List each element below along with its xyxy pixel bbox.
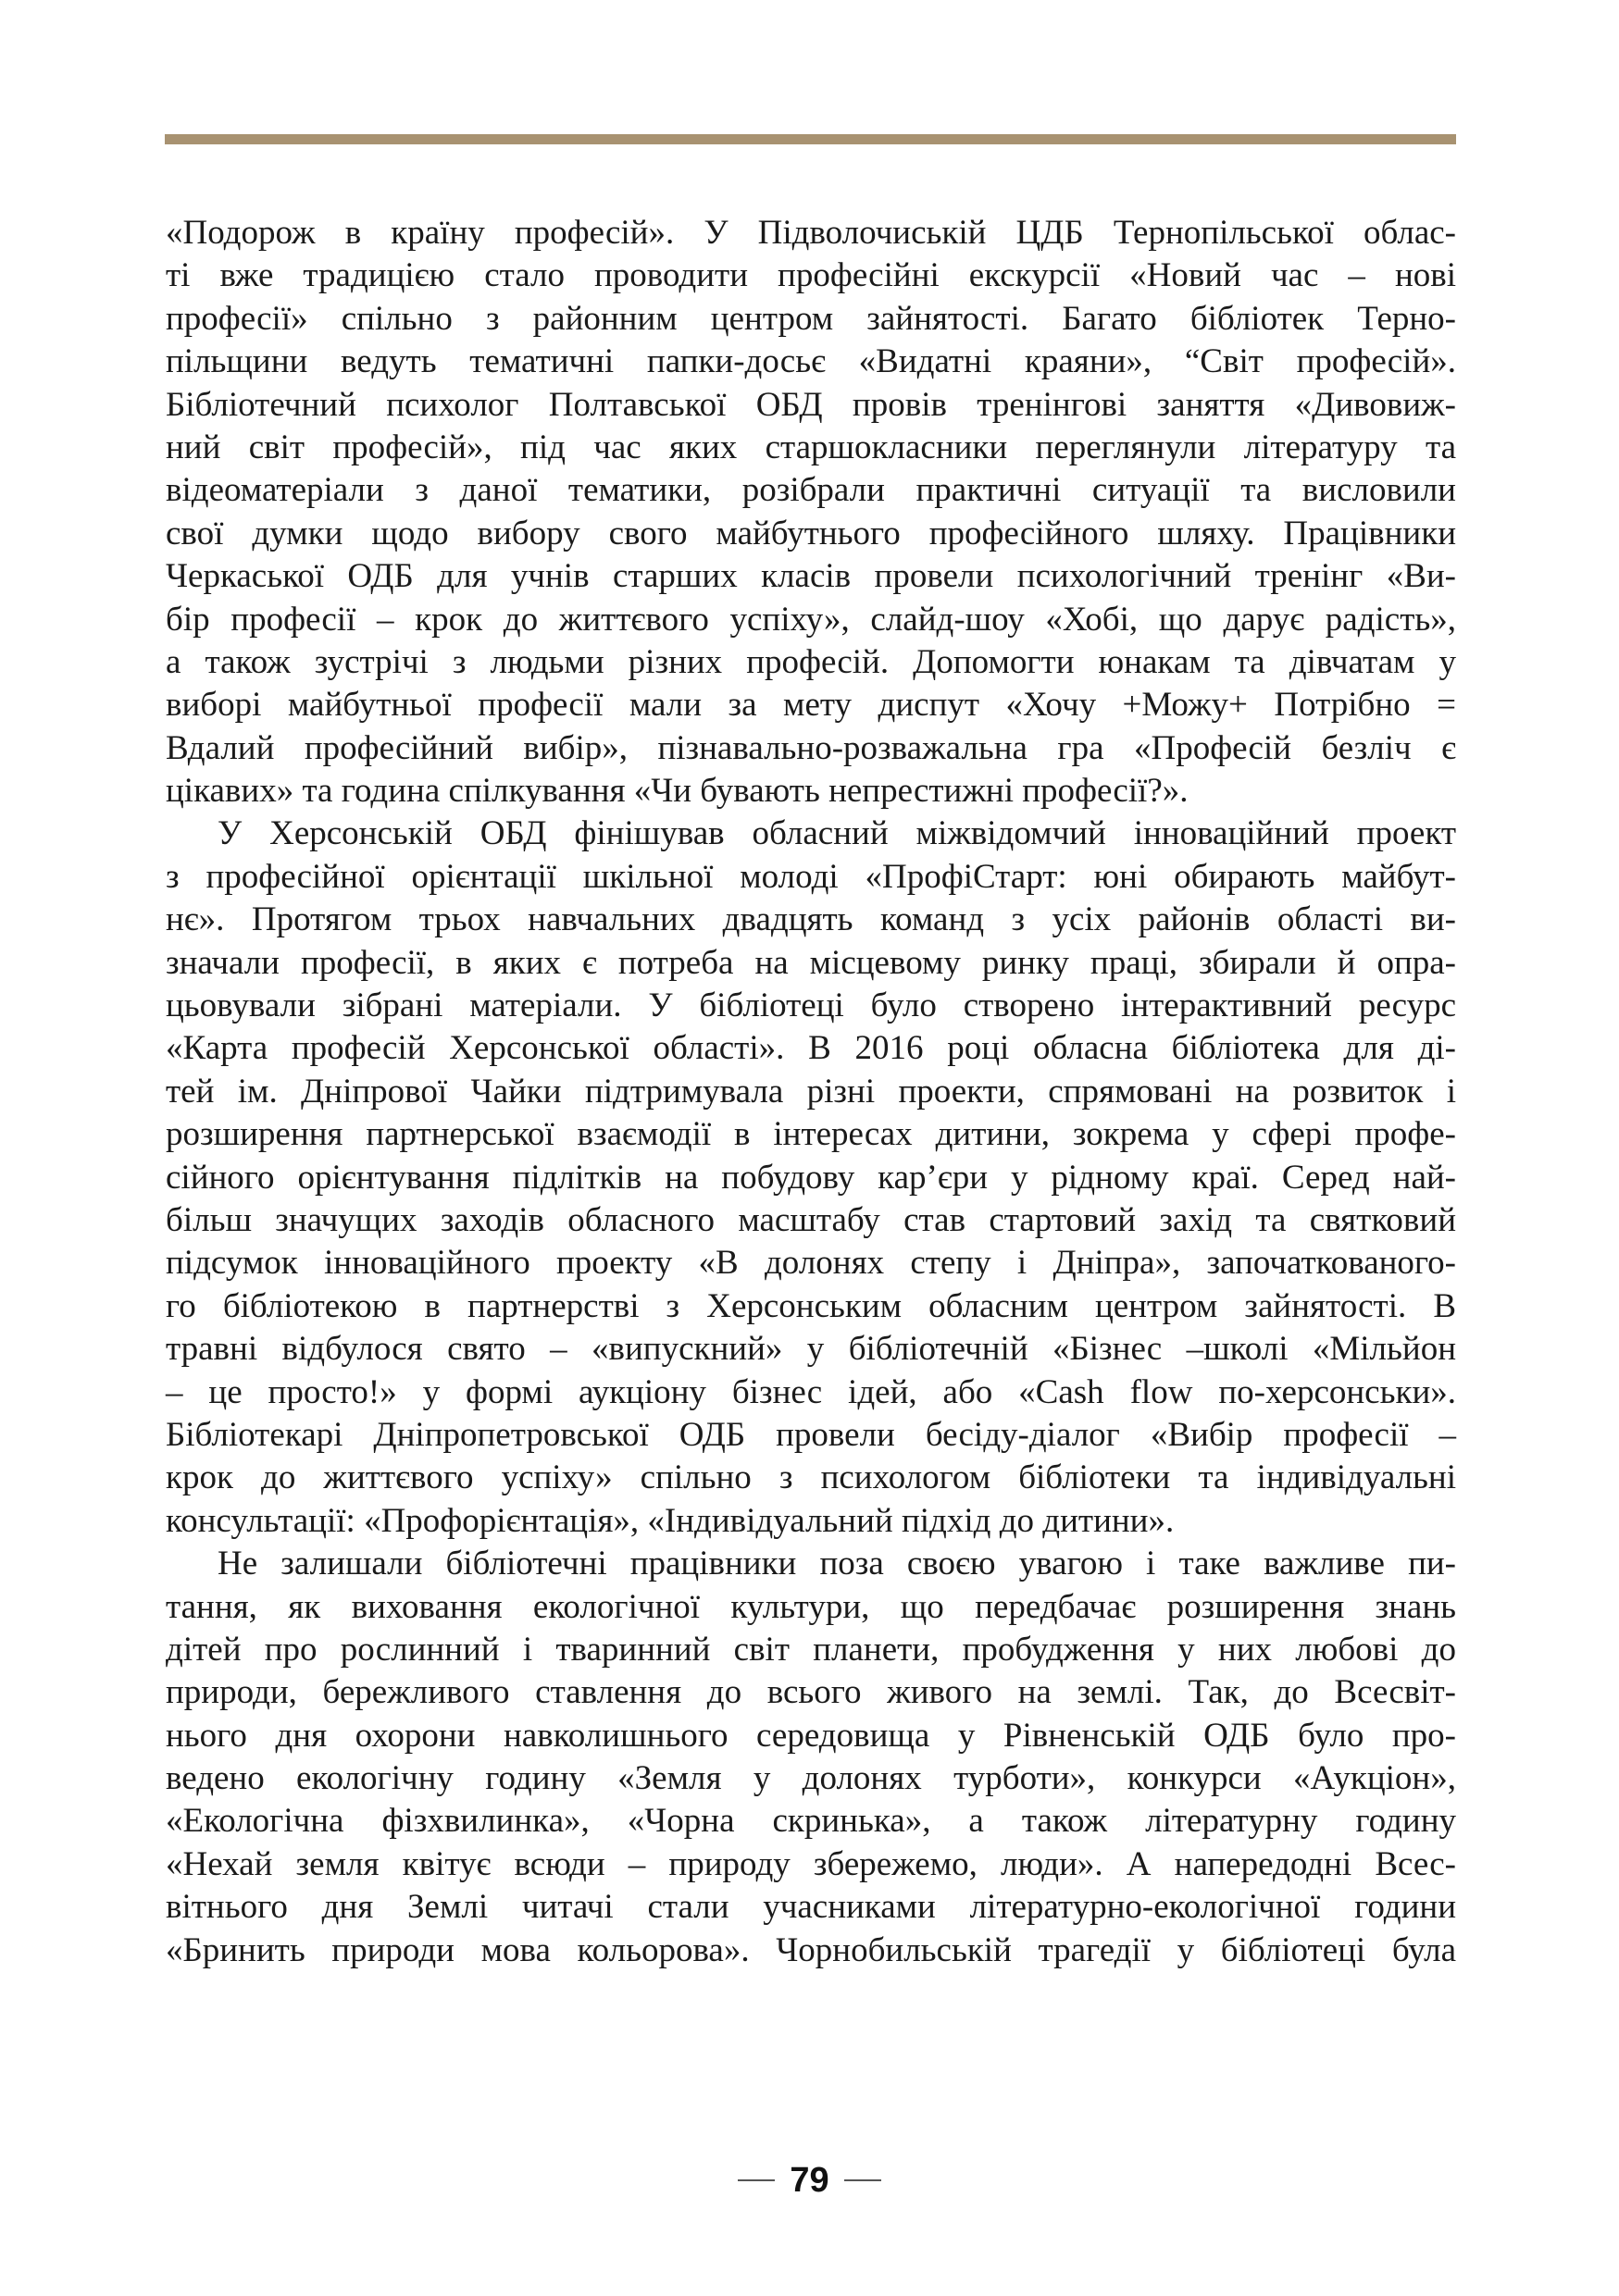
text-line: «Екологічна фізхвилинка», «Чорна скринька», а також літературну годину [166, 1802, 1456, 1841]
text-line: тання, як виховання екологічної культури, що передбачає розширення знань [166, 1587, 1456, 1626]
text-line: сійного орієнтування підлітків на побудову кар’єри у рідному краї. Серед най- [166, 1158, 1456, 1197]
footer-dash-left [738, 2179, 775, 2181]
text-line: Бібліотекарі Дніпропетровської ОДБ провели бесіду-діалог «Вибір професії – [166, 1415, 1456, 1454]
text-line: – це просто!» у формі аукціону бізнес ідей, або «Cash flow по-херсонськи». [166, 1372, 1456, 1411]
text-line: консультації: «Профорієнтація», «Індивідуальний підхід до дитини». [166, 1501, 1175, 1540]
text-line: професії» спільно з районним центром зайнятості. Багато бібліотек Терно- [166, 299, 1456, 338]
paragraph-2 [166, 813, 1456, 1543]
text-line: Не залишали бібліотечні працівники поза своєю увагою і таке важливе пи- [218, 1545, 1456, 1583]
text-line: пільщини ведуть тематичні папки-досьє «Видатні краяни», “Світ професій». [166, 342, 1456, 381]
text-line: травні відбулося свято – «випускний» у бібліотечній «Бізнес –школі «Мільйон [166, 1330, 1456, 1369]
text-line: нього дня охорони навколишнього середовища у Рівненській ОДБ було про- [166, 1716, 1456, 1755]
footer-dash-right [844, 2179, 881, 2181]
paragraph-1 [166, 212, 1456, 813]
header-rule [165, 134, 1456, 144]
text-line: го бібліотекою в партнерстві з Херсонським обласним центром зайнятості. В [166, 1286, 1456, 1325]
text-line: цікавих» та година спілкування «Чи бувають непрестижні професії?». [166, 772, 1189, 811]
text-line: а також зустрічі з людьми різних професій. Допомогти юнакам та дівчатам у [166, 642, 1456, 681]
text-line: дітей про рослинний і тваринний світ планети, пробудження у них любові до [166, 1630, 1456, 1669]
text-line: крок до життєвого успіху» спільно з психологом бібліотеки та індивідуальні [166, 1458, 1456, 1497]
text-line: ведено екологічну годину «Земля у долонях турботи», конкурси «Аукціон», [166, 1759, 1456, 1798]
text-line: підсумок інноваційного проекту «В долонях степу і Дніпра», започаткованого- [166, 1244, 1456, 1283]
text-line: Вдалий професійний вибір», пізнавально-розважальна гра «Професій безліч є [166, 728, 1456, 767]
text-line: Бібліотечний психолог Полтавської ОБД провів тренінгові заняття «Дивовиж- [166, 385, 1456, 424]
text-line: ний світ професій», під час яких старшокласники переглянули літературу та [166, 428, 1456, 466]
body-text [166, 212, 1456, 1972]
text-line: У Херсонській ОБД фінішував обласний міжвідомчий інноваційний проект [218, 814, 1456, 853]
text-line: Черкаської ОДБ для учнів старших класів провели психологічний тренінг «Ви- [166, 557, 1456, 596]
text-line: з професійної орієнтації шкільної молоді «ПрофіСтарт: юні обирають майбут- [166, 857, 1456, 896]
text-line: «Бринить природи мова кольорова». Чорнобильській трагедії у бібліотеці була [166, 1930, 1456, 1969]
text-line: більш значущих заходів обласного масштабу став стартовий захід та святковий [166, 1200, 1456, 1239]
text-line: ті вже традицією стало проводити професійні екскурсії «Новий час – нові [166, 256, 1456, 295]
text-line: значали професії, в яких є потреба на місцевому ринку праці, збирали й опра- [166, 943, 1456, 982]
text-line: нє». Протягом трьох навчальних двадцять команд з усіх районів області ви- [166, 900, 1456, 939]
text-line: бір професії – крок до життєвого успіху», слайд-шоу «Хобі, що дарує радість», [166, 600, 1456, 639]
text-line: «Нехай земля квітує всюди – природу збережемо, люди». А напередодні Всес- [166, 1844, 1456, 1883]
text-line: розширення партнерської взаємодії в інтересах дитини, зокрема у сфері профе- [166, 1115, 1456, 1154]
text-line: цьовували зібрані матеріали. У бібліотеці було створено інтерактивний ресурс [166, 987, 1456, 1025]
text-line: виборі майбутньої професії мали за мету диспут «Хочу +Можу+ Потрібно = [166, 686, 1456, 725]
text-line: відеоматеріали з даної тематики, розібрали практичні ситуації та висловили [166, 471, 1456, 510]
text-line: вітнього дня Землі читачі стали учасниками літературно-екологічної години [166, 1888, 1456, 1927]
text-line: природи, бережливого ставлення до всього живого на землі. Так, до Всесвіт- [166, 1673, 1456, 1712]
page-footer [0, 2153, 1619, 2208]
paragraph-3 [166, 1543, 1456, 1972]
text-line: «Карта професій Херсонської області». В 2016 році обласна бібліотека для ді- [166, 1029, 1456, 1068]
text-line: тей ім. Дніпрової Чайки підтримувала різні проекти, спрямовані на розвиток і [166, 1072, 1456, 1111]
page-number: 79 [790, 2160, 829, 2200]
text-line: свої думки щодо вибору свого майбутнього професійного шляху. Працівники [166, 514, 1456, 552]
text-line: «Подорож в країну професій». У Підволочиській ЦДБ Тернопільської облас- [166, 214, 1456, 252]
